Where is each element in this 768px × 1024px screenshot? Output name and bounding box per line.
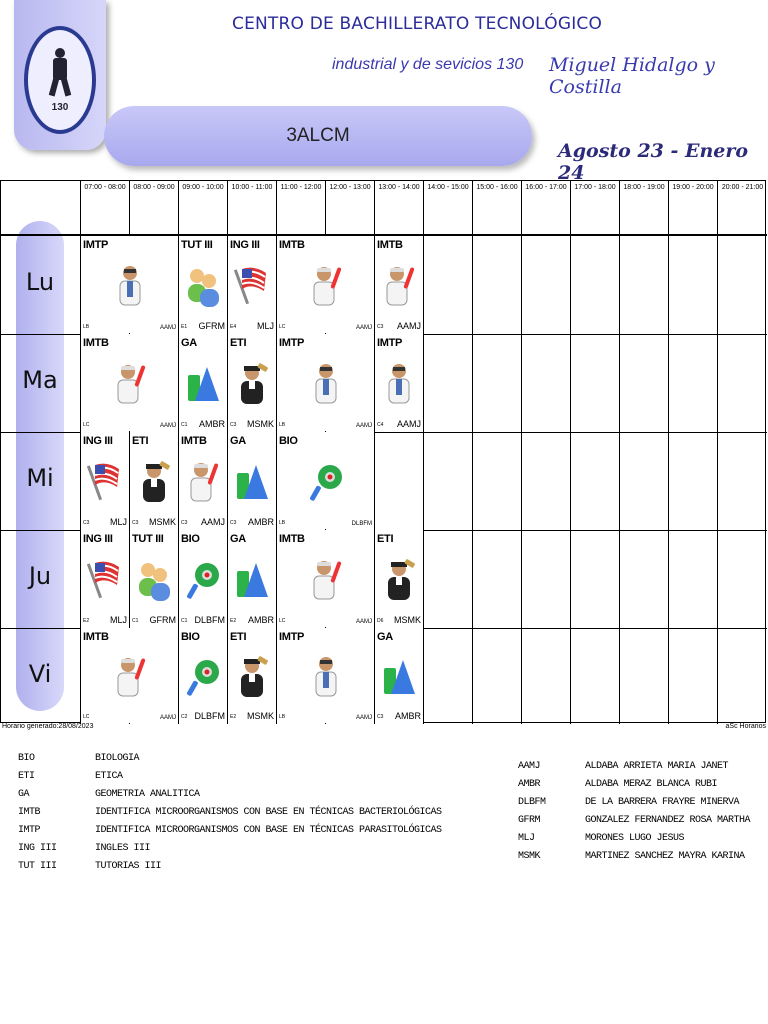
hour-header: 16:00 - 17:00	[522, 181, 571, 235]
shapes-icon	[381, 654, 417, 700]
people-icon	[136, 557, 172, 603]
shapes-icon	[234, 557, 270, 603]
block-teacher: AAMJ	[355, 619, 372, 625]
block-room: E4	[230, 324, 237, 330]
hour-header: 19:00 - 20:00	[669, 181, 718, 235]
block-teacher: DLBFM	[194, 711, 225, 721]
people-icon	[185, 263, 221, 309]
schedule-block[interactable]	[375, 236, 423, 333]
schedule-block[interactable]	[179, 628, 227, 723]
block-teacher: MSMK	[394, 615, 421, 625]
schedule-block[interactable]	[277, 334, 374, 431]
block-room: C3	[83, 520, 90, 526]
legend-description: MORONES LUGO JESUS	[585, 833, 685, 844]
hour-header: 20:00 - 21:00	[721, 184, 764, 191]
legend-row	[18, 825, 442, 843]
block-teacher: AAMJ	[396, 321, 421, 331]
block-room: C3	[132, 520, 139, 526]
block-subject: ETI	[377, 533, 394, 545]
block-subject: TUT III	[181, 239, 213, 251]
flag-icon	[87, 557, 123, 603]
legend-description: MARTINEZ SANCHEZ MAYRA KARINA	[585, 851, 745, 862]
column-divider	[423, 236, 424, 724]
schedule-block[interactable]	[179, 530, 227, 627]
legend-description: IDENTIFICA MICROORGANISMOS CON BASE EN TÉCNICAS PARASITOLÓGICAS	[95, 825, 442, 836]
block-teacher: AAMJ	[396, 419, 421, 429]
block-teacher: MLJ	[256, 321, 274, 331]
legend-row	[18, 771, 442, 789]
schedule-block[interactable]	[130, 530, 178, 627]
hour-header: 12:00 - 13:00	[326, 181, 375, 235]
column-divider	[619, 236, 620, 724]
judge-icon	[234, 654, 270, 700]
legend-code: ING III	[18, 843, 57, 854]
block-teacher: AAMJ	[355, 423, 372, 429]
schedule-block[interactable]	[228, 334, 276, 431]
block-room: C1	[181, 422, 188, 428]
schedule-grid	[0, 180, 766, 723]
doctor-icon	[381, 361, 417, 407]
schedule-block[interactable]	[179, 236, 227, 333]
school-logo	[24, 26, 96, 134]
legend-description: TUTORIAS III	[95, 861, 162, 872]
block-teacher: MSMK	[247, 711, 274, 721]
doctor-icon	[308, 361, 344, 407]
scientist-icon	[308, 557, 344, 603]
block-subject: IMTB	[279, 239, 305, 251]
block-subject: IMTP	[279, 337, 305, 349]
shapes-icon	[185, 361, 221, 407]
legend-description: IDENTIFICA MICROORGANISMOS CON BASE EN TÉCNICAS BACTERIOLÓGICAS	[95, 807, 442, 818]
schedule-block[interactable]	[81, 530, 129, 627]
hour-header: 11:00 - 12:00	[277, 181, 326, 235]
block-room: C3	[181, 520, 188, 526]
block-room: C3	[377, 324, 384, 330]
block-room: E2	[83, 618, 90, 624]
school-title: CENTRO DE BACHILLERATO TECNOLÓGICO	[232, 14, 603, 34]
schedule-block[interactable]	[81, 334, 178, 431]
hour-header: 14:00 - 15:00	[424, 181, 473, 235]
group-name: 3ALCM	[286, 125, 350, 146]
legend-code: DLBFM	[518, 797, 546, 808]
bio-icon	[185, 654, 221, 700]
legend-description: ETICA	[95, 771, 123, 782]
block-subject: IMTP	[83, 239, 109, 251]
legend-description: GONZALEZ FERNANDEZ ROSA MARTHA	[585, 815, 751, 826]
block-room: C2	[181, 714, 188, 720]
school-logo-tab	[14, 0, 106, 150]
schedule-block[interactable]	[228, 432, 276, 529]
schedule-block[interactable]	[375, 530, 423, 627]
schedule-block[interactable]	[130, 432, 178, 529]
judge-icon	[136, 459, 172, 505]
scientist-icon	[112, 654, 148, 700]
legend-row	[518, 779, 750, 797]
block-subject: ETI	[230, 337, 247, 349]
hour-header: 09:00 - 10:00	[179, 181, 228, 235]
block-room: C1	[132, 618, 139, 624]
legend-description: INGLES III	[95, 843, 151, 854]
day-label: Lu	[25, 268, 55, 296]
block-room: C3	[230, 520, 237, 526]
block-subject: BIO	[279, 435, 298, 447]
block-subject: IMTB	[279, 533, 305, 545]
block-room: LC	[83, 422, 90, 428]
software-credit: aSc Horarios	[725, 723, 766, 730]
block-subject: GA	[230, 435, 246, 447]
scientist-icon	[308, 263, 344, 309]
bio-icon	[308, 459, 344, 505]
column-divider	[570, 236, 571, 724]
scientist-icon	[185, 459, 221, 505]
block-teacher: AAMJ	[159, 423, 176, 429]
block-room: E2	[230, 714, 237, 720]
block-teacher: MSMK	[247, 419, 274, 429]
schedule-block[interactable]	[179, 334, 227, 431]
block-subject: IMTB	[83, 337, 109, 349]
legend-row	[18, 753, 442, 771]
day-label: Ju	[28, 562, 52, 590]
legend-row	[18, 843, 442, 861]
block-room: LB	[83, 324, 90, 330]
schedule-block[interactable]	[81, 628, 178, 723]
legend-description: GEOMETRIA ANALITICA	[95, 789, 200, 800]
block-room: LC	[279, 618, 286, 624]
school-name: Miguel Hidalgo y Costilla	[549, 54, 715, 98]
legend-code: BIO	[18, 753, 35, 764]
scientist-icon	[112, 361, 148, 407]
block-teacher: AMBR	[198, 419, 225, 429]
block-subject: IMTP	[377, 337, 403, 349]
schedule-block[interactable]	[277, 628, 374, 723]
hour-header: 15:00 - 16:00	[473, 181, 522, 235]
block-room: LB	[279, 520, 286, 526]
legend-row	[18, 807, 442, 825]
block-teacher: AAMJ	[355, 715, 372, 721]
bio-icon	[185, 557, 221, 603]
legend-code: GFRM	[518, 815, 541, 826]
legend-description: DE LA BARRERA FRAYRE MINERVA	[585, 797, 740, 808]
block-room: C3	[230, 422, 237, 428]
hour-header: 18:00 - 19:00	[620, 181, 669, 235]
logo-number: 130	[51, 101, 69, 113]
group-banner	[104, 106, 532, 166]
block-room: C3	[377, 714, 384, 720]
legend-row	[518, 851, 750, 869]
hour-header: 17:00 - 18:00	[571, 181, 620, 235]
legend-code: MLJ	[518, 833, 535, 844]
schedule-block[interactable]	[277, 432, 374, 529]
block-teacher: MSMK	[149, 517, 176, 527]
block-subject: IMTB	[181, 435, 207, 447]
column-divider	[521, 236, 522, 724]
block-teacher: MLJ	[109, 615, 127, 625]
day-label: Ma	[22, 366, 58, 394]
hour-header: 07:00 - 08:00	[81, 181, 130, 235]
subject-legend	[18, 753, 442, 879]
block-teacher: MLJ	[109, 517, 127, 527]
karate-figure-icon	[45, 48, 75, 98]
school-subtitle: industrial y de sevicios 130	[332, 56, 524, 73]
legend-code: GA	[18, 789, 30, 800]
column-divider	[472, 236, 473, 724]
legend-code: IMTB	[18, 807, 41, 818]
block-room: E2	[230, 618, 237, 624]
block-room: LB	[279, 422, 286, 428]
block-teacher: AAMJ	[159, 715, 176, 721]
flag-icon	[87, 459, 123, 505]
block-subject: GA	[230, 533, 246, 545]
legend-code: AMBR	[518, 779, 541, 790]
day-label: Vi	[28, 660, 52, 688]
block-room: C1	[181, 618, 188, 624]
school-period: Agosto 23 - Enero 24	[558, 140, 749, 184]
legend-row	[18, 789, 442, 807]
block-teacher: AMBR	[247, 615, 274, 625]
block-subject: ETI	[230, 631, 247, 643]
legend-row	[518, 761, 750, 779]
schedule-block[interactable]	[375, 628, 423, 723]
doctor-icon	[112, 263, 148, 309]
schedule-block[interactable]	[277, 530, 374, 627]
block-subject: ING III	[83, 435, 113, 447]
block-room: E1	[181, 324, 188, 330]
block-teacher: AAMJ	[355, 325, 372, 331]
block-subject: TUT III	[132, 533, 164, 545]
schedule-block[interactable]	[375, 334, 423, 431]
block-teacher: AAMJ	[159, 325, 176, 331]
teacher-legend	[518, 761, 750, 869]
block-room: C4	[377, 422, 384, 428]
judge-icon	[234, 361, 270, 407]
block-room: LB	[279, 714, 286, 720]
legend-code: ETI	[18, 771, 35, 782]
doctor-icon	[308, 654, 344, 700]
scientist-icon	[381, 263, 417, 309]
flag-icon	[234, 263, 270, 309]
schedule-block[interactable]	[228, 236, 276, 333]
column-divider	[717, 236, 718, 724]
legend-row	[518, 815, 750, 833]
block-subject: ING III	[83, 533, 113, 545]
column-divider	[668, 236, 669, 724]
legend-row	[518, 797, 750, 815]
block-subject: BIO	[181, 533, 200, 545]
block-teacher: AMBR	[394, 711, 421, 721]
block-subject: BIO	[181, 631, 200, 643]
shapes-icon	[234, 459, 270, 505]
block-room: D6	[377, 618, 384, 624]
schedule-block[interactable]	[228, 628, 276, 723]
block-subject: ETI	[132, 435, 149, 447]
block-teacher: AMBR	[247, 517, 274, 527]
block-subject: IMTB	[377, 239, 403, 251]
legend-code: TUT III	[18, 861, 57, 872]
legend-code: IMTP	[18, 825, 41, 836]
block-room: LC	[279, 324, 286, 330]
block-teacher: DLBFM	[194, 615, 225, 625]
block-teacher: GFRM	[149, 615, 176, 625]
block-subject: ING III	[230, 239, 260, 251]
legend-row	[18, 861, 442, 879]
schedule-block[interactable]	[81, 236, 178, 333]
block-teacher: DLBFM	[351, 521, 372, 527]
legend-description: ALDABA MERAZ BLANCA RUBI	[585, 779, 718, 790]
legend-description: ALDABA ARRIETA MARIA JANET	[585, 761, 729, 772]
legend-row	[518, 833, 750, 851]
block-teacher: GFRM	[198, 321, 225, 331]
legend-description: BIOLOGIA	[95, 753, 140, 764]
judge-icon	[381, 557, 417, 603]
schedule-block[interactable]	[179, 432, 227, 529]
hour-header: 13:00 - 14:00	[375, 181, 424, 235]
legend-code: MSMK	[518, 851, 541, 862]
schedule-block[interactable]	[228, 530, 276, 627]
legend-code: AAMJ	[518, 761, 541, 772]
hour-header: 08:00 - 09:00	[130, 181, 179, 235]
schedule-block[interactable]	[81, 432, 129, 529]
generated-date: Horario generado:28/08/2023	[2, 723, 94, 730]
schedule-block[interactable]	[277, 236, 374, 333]
block-subject: GA	[377, 631, 393, 643]
block-subject: IMTP	[279, 631, 305, 643]
block-subject: GA	[181, 337, 197, 349]
block-teacher: AAMJ	[200, 517, 225, 527]
hour-header: 10:00 - 11:00	[228, 181, 277, 235]
block-subject: IMTB	[83, 631, 109, 643]
day-label: Mi	[26, 464, 54, 492]
block-room: LC	[83, 714, 90, 720]
